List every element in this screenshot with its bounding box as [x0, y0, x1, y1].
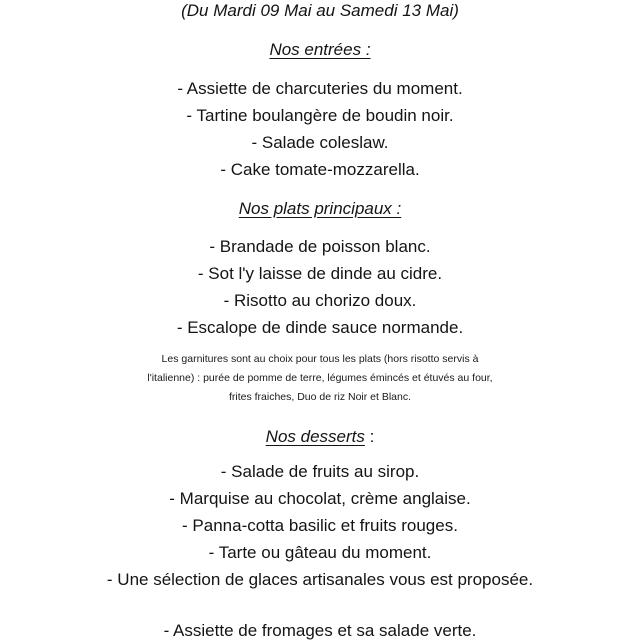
menu-item: - Tarte ou gâteau du moment. [208, 543, 432, 562]
date-range: (Du Mardi 09 Mai au Samedi 13 Mai) [181, 1, 459, 20]
menu-item: - Panna-cotta basilic et fruits rouges. [182, 516, 458, 535]
menu-item: - Sot l'y laisse de dinde au cidre. [197, 264, 443, 283]
menu-item: - Assiette de fromages et sa salade verte. [163, 621, 477, 640]
garnish-note-line: l'italienne) : purée de pomme de terre, légumes émincés et étuvés au four, [147, 372, 493, 384]
menu-item: - Tartine boulangère de boudin noir. [186, 106, 454, 125]
menu-item: - Salade coleslaw. [251, 133, 389, 152]
section-title-desserts: Nos desserts : [265, 427, 375, 446]
menu-item: - Marquise au chocolat, crème anglaise. [169, 489, 471, 508]
garnish-note-line: Les garnitures sont au choix pour tous les plats (hors risotto servis à [161, 353, 479, 365]
menu-item: - Salade de fruits au sirop. [220, 462, 420, 481]
menu-item: - Brandade de poisson blanc. [209, 237, 431, 256]
menu-item: - Une sélection de glaces artisanales vous est proposée. [106, 570, 534, 589]
menu-item: - Escalope de dinde sauce normande. [176, 318, 464, 337]
menu-item: - Cake tomate-mozzarella. [220, 160, 420, 179]
menu-item: - Assiette de charcuteries du moment. [177, 79, 463, 98]
garnish-note-line: frites fraiches, Duo de riz Noir et Blanc. [228, 391, 412, 403]
menu-item: - Risotto au chorizo doux. [223, 291, 417, 310]
section-title-entrees: Nos entrées : [269, 40, 371, 59]
section-title-plats: Nos plats principaux : [238, 199, 402, 218]
